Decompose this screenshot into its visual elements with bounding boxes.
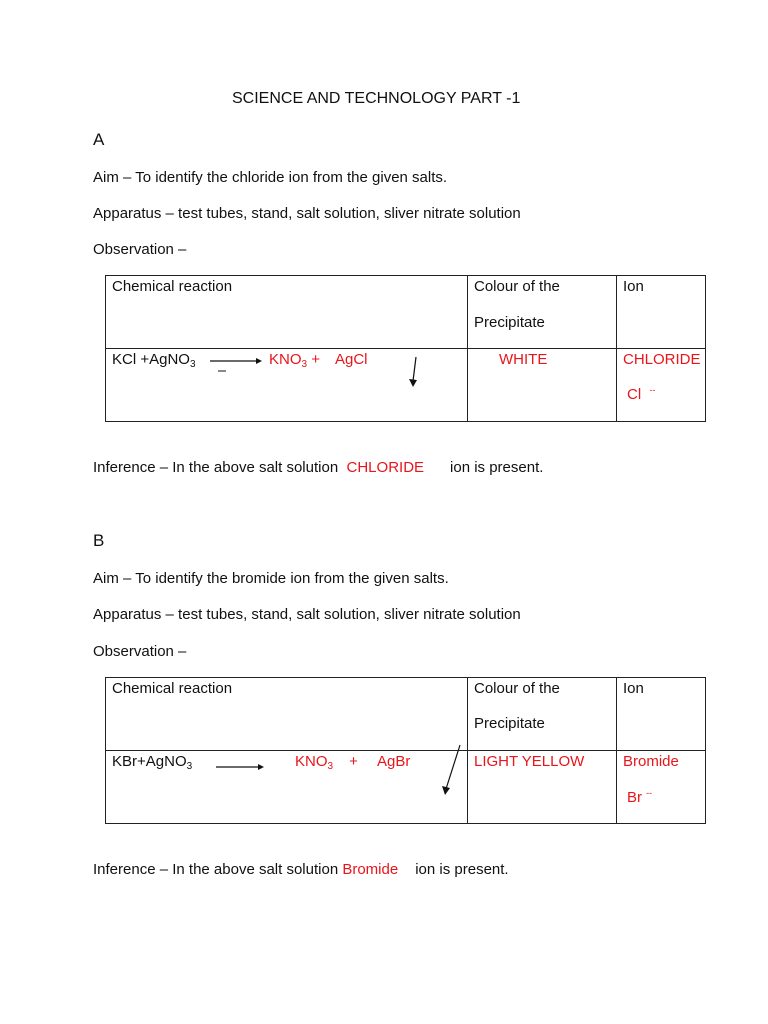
ion-name: CHLORIDE — [623, 351, 701, 368]
precipitate-down-arrow-icon — [440, 745, 462, 795]
reactants: KBr+AgNO$_3$ — [112, 753, 193, 772]
section-b-apparatus: Apparatus – test tubes, stand, salt solution, sliver nitrate solution — [93, 606, 521, 623]
header-ion: Ion — [623, 680, 644, 697]
header-colour-line2: Precipitate — [474, 715, 545, 732]
section-b-inference: Inference – In the above salt solution Bromide ion is present. — [93, 861, 509, 878]
section-a-apparatus: Apparatus – test tubes, stand, salt solution, sliver nitrate solution — [93, 205, 521, 222]
section-b-table — [105, 677, 706, 824]
product-kno3: $KNO_3$ + — [269, 351, 321, 370]
section-a-table — [105, 275, 706, 422]
section-b-observation: Observation – — [93, 643, 187, 660]
header-colour-line1: Colour of the — [474, 680, 560, 697]
product-precipitate: AgCl — [335, 351, 368, 368]
page-title: SCIENCE AND TECHNOLOGY PART -1 — [232, 90, 521, 107]
header-colour-line1: Colour of the — [474, 278, 560, 295]
header-colour-line2: Precipitate — [474, 314, 545, 331]
header-chemical-reaction: Chemical reaction — [112, 680, 233, 697]
precipitate-colour: LIGHT YELLOW — [474, 753, 585, 770]
reaction-arrow-icon — [210, 359, 262, 373]
section-a-observation: Observation – — [93, 241, 187, 258]
section-a-inference: Inference – In the above salt solution CHLORIDE ion is present. — [93, 459, 544, 476]
product-kno3: $KNO_3$ + — [295, 753, 358, 772]
ion-symbol: Cl -- — [627, 385, 656, 403]
reaction-arrow-icon — [216, 764, 264, 772]
precipitate-colour: WHITE — [499, 351, 548, 368]
inference-value: CHLORIDE — [346, 459, 425, 476]
ion-name: Bromide — [623, 753, 679, 770]
ion-symbol: Br -- — [627, 788, 653, 806]
reactants: KCl +AgNO$_3$ — [112, 351, 196, 370]
section-b-aim: Aim – To identify the bromide ion from the given salts. — [93, 570, 449, 587]
header-chemical-reaction: Chemical reaction — [112, 278, 233, 295]
section-a-letter: A — [93, 130, 105, 149]
product-precipitate: AgBr — [377, 753, 411, 770]
header-ion: Ion — [623, 278, 644, 295]
section-b-letter: B — [93, 531, 105, 550]
inference-value: Bromide — [342, 861, 399, 878]
section-a-aim: Aim – To identify the chloride ion from the given salts. — [93, 169, 448, 186]
precipitate-down-arrow-icon — [406, 357, 418, 387]
